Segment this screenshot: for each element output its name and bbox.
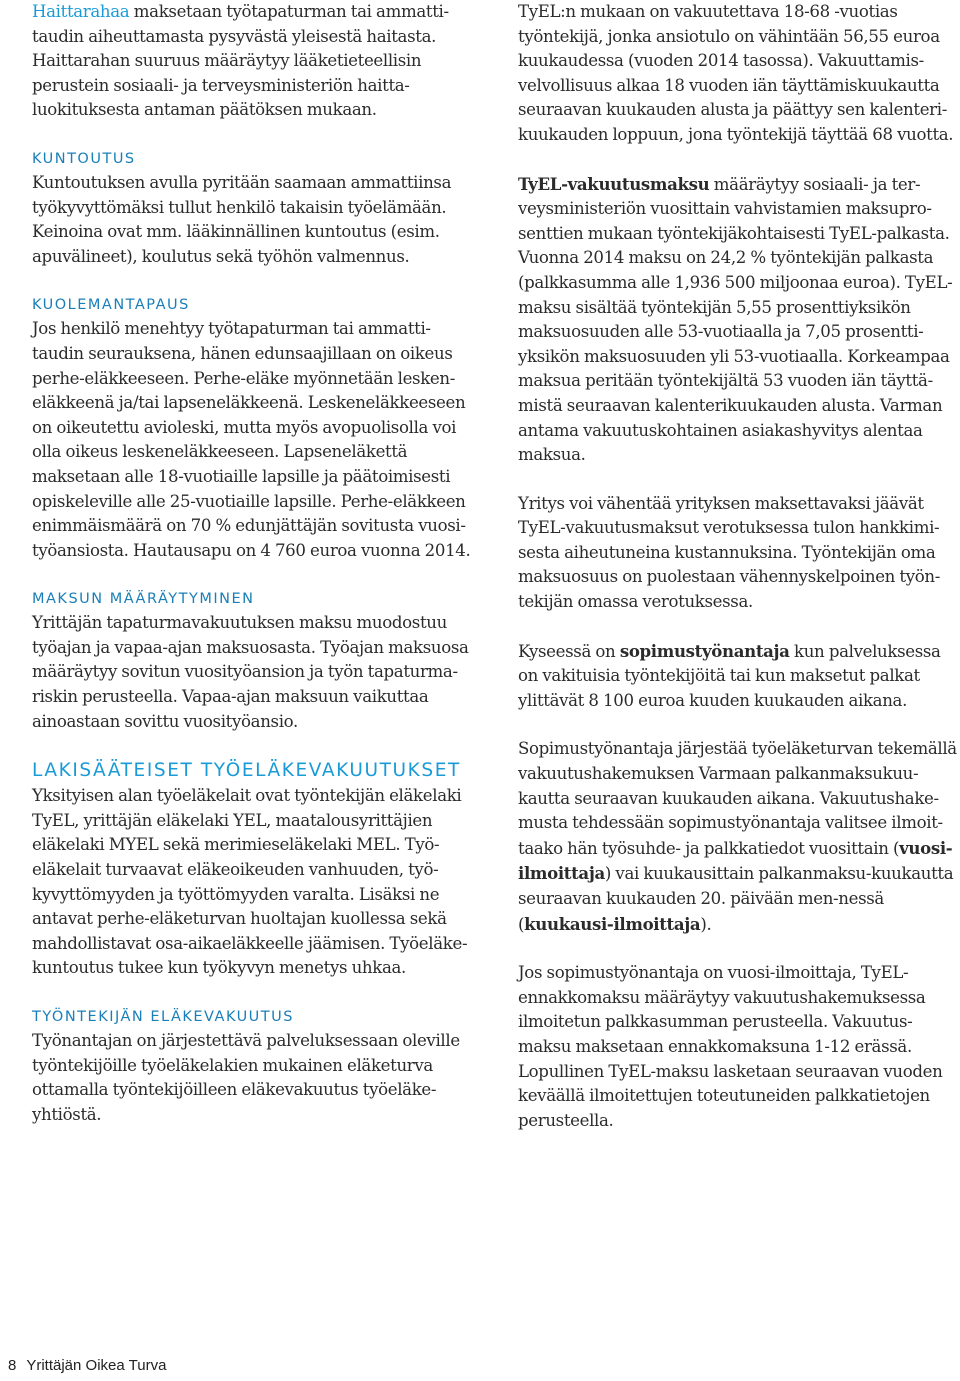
maksun-maaraytyminen-heading: MAKSUN MÄÄRÄYTYMINEN bbox=[32, 591, 255, 608]
kuntoutus-text: Kuntoutuksen avulla pyritään saamaan ammattiinsa työkyvyttömäksi tullut henkilö takaisin työelämään. Keinoina ovat mm. lääkinnällinen kuntoutus (esim. apuvälineet), koulutus sekä työhön valmennus. bbox=[32, 172, 452, 266]
tyel-vakuutusmaksu-paragraph bbox=[518, 172, 958, 468]
haittaraha-highlight: Haittarahaa bbox=[32, 2, 130, 21]
page-number: 8 bbox=[8, 1357, 17, 1374]
left-column bbox=[32, 0, 480, 1127]
maksun-maaraytyminen-text: Yrittäjän tapaturmavakuutuksen maksu muodostuu työajan ja vapaa-ajan maksuosasta. Työajan maksuosa määräytyy sovitun vuosityöansion ja työn tapaturma-riskin perusteella. Vapaa-ajan maksuun vaikuttaa ainoastaan sovittu vuosityöansio. bbox=[32, 613, 469, 731]
kuntoutus-heading: KUNTOUTUS bbox=[32, 150, 136, 167]
tyel-vakuutusmaksu-term: TyEL-vakuutusmaksu bbox=[518, 173, 710, 194]
kuukausi-ilmoittaja-term: kuukausi-ilmoittaja bbox=[524, 913, 701, 934]
lakisaateiset-heading: LAKISÄÄTEISET TYÖELÄKEVAKUUTUKSET bbox=[32, 760, 461, 782]
haittaraha-paragraph bbox=[32, 0, 480, 123]
lakisaateiset-text: Yksityisen alan työeläkelait ovat työntekijän eläkelaki TyEL, yrittäjän eläkelaki YEL, maatalousyrittäjien eläkelaki MYEL sekä merimieseläkelaki MEL. Työ-eläkelait turvaavat eläkeoikeuden vanhuuden, työ-kyvyttömyyden ja työttömyyden varalta. Lisäksi ne antavat perhe-eläketurvan huoltajan kuollessa sekä mahdollistavat osa-aikaeläkkeelle jäämisen. Työeläke-kuntoutus tukee kun työkyvyn menetys uhkaa. bbox=[32, 786, 468, 978]
tyontekijan-elakevakuutus-heading: TYÖNTEKIJÄN ELÄKEVAKUUTUS bbox=[32, 1009, 294, 1025]
right-column bbox=[518, 0, 958, 1133]
sopimustyonantaja-paragraph bbox=[518, 639, 958, 714]
tyel-vakuutusmaksu-text: määräytyy sosiaali- ja ter-veysministeriön vuosittain vahvistamien maksupro-senttien mukaan työntekijäkohtaisesti TyEL-palkasta. Vuonna 2014 maksu on 24,2 % työntekijän palkasta (palkkasumma alle 1,936 500 miljoonaa euroa). TyEL-maksu sisältää työntekijän 5,55 prosenttiyksikön maksuosuuden alle 53-vuotiaalla ja 7,05 prosentti-yksikön maksuosuuden yli 53-vuotiaalla. Korkeampaa maksua peritään työntekijältä 53 vuoden iän täyttä-mistä seuraavan kalenterikuukauden alusta. Varman antama vakuutuskohtainen asiakashyvitys alentaa maksua. bbox=[518, 174, 953, 465]
sopimustyonantaja-text-a: Kyseessä on bbox=[518, 641, 620, 661]
vuosi-ilmoittaja-term: vuosi-ilmoittaja bbox=[518, 837, 953, 884]
kuolemantapaus-heading: KUOLEMANTAPAUS bbox=[32, 297, 190, 314]
sopimustyonantaja-text-b: kun palveluksessa on vakituisia työntekijöitä tai kun maksetut palkat ylittävät 8 100 euroa kuuden kuukauden aikana. bbox=[518, 641, 941, 710]
tyontekijan-elakevakuutus-text: Työnantajan on järjestettävä palveluksessaan oleville työntekijöille työeläkelakien mukainen eläketurva ottamalla työntekijöilleen eläkevakuutus työeläke-yhtiöstä. bbox=[32, 1031, 460, 1124]
elaketurva-text-b: ) vai kuukausittain palkanmaksu-kuukautta seuraavan kuukauden 20. päivään men-nessä ( bbox=[518, 864, 954, 934]
page-footer bbox=[8, 1357, 166, 1374]
publication-title: Yrittäjän Oikea Turva bbox=[26, 1357, 167, 1374]
elaketurva-text-c: ). bbox=[700, 914, 712, 934]
elaketurva-text-a: Sopimustyönantaja järjestää työeläketurvan tekemällä vakuutushakemuksen Varmaan palkanmaksukuu-kautta seuraavan kuukauden aikana. Vakuutushake-musta tehdessään sopimustyönantaja valitsee ilmoit-taako hän työsuhde- ja palkkatiedot vuosittain ( bbox=[518, 739, 957, 858]
tyel-vakuutettava-paragraph: TyEL:n mukaan on vakuutettava 18-68 -vuotias työntekijä, jonka ansiotulo on vähintään 56,55 euroa kuukaudessa (vuoden 2014 tasossa). Vakuuttamis-velvollisuus alkaa 18 vuoden iän täyttämiskuukautta seuraavan kuukauden alusta ja päättyy sen kalenteri-kuukauden loppuun, jona työntekijä täyttää 68 vuotta. bbox=[518, 2, 954, 144]
vuosi-ilmoittaja-paragraph: Jos sopimustyönantaja on vuosi-ilmoittaja, TyEL-ennakkomaksu määräytyy vakuutushakemuksessa ilmoitetun palkkasumman perusteella. Vakuutus-maksu maksetaan ennakkomaksuna 1-12 erässä. Lopullinen TyEL-maksu lasketaan seuraavan vuoden keväällä ilmoitettujen toteutuneiden palkkatietojen perusteella. bbox=[518, 963, 943, 1130]
kuolemantapaus-text: Jos henkilö menehtyy työtapaturman tai ammatti-taudin seurauksena, hänen edunsaajillaan on oikeus perhe-eläkkeeseen. Perhe-eläke myönnetään lesken-eläkkeenä ja/tai lapseneläkkeenä. Leskeneläkkeeseen on oikeutettu avioleski, mutta myös avopuolisolla voi olla oikeus leskeneläkkeeseen. Lapseneläkettä maksetaan alle 18-vuotiaille lapsille ja päätoimisesti opiskeleville alle 25-vuotiaille lapsille. Perhe-eläkkeen enimmäismäärä on 70 % edunjättäjän sovitusta vuosi-työansiosta. Hautausapu on 4 760 euroa vuonna 2014. bbox=[32, 319, 471, 560]
haittaraha-text: maksetaan työtapaturman tai ammatti-taudin aiheuttamasta pysyvästä yleisestä haitasta. Haittarahan suuruus määräytyy lääketieteellisin perustein sosiaali- ja terveysministeriön haitta-luokituksesta antaman päätöksen mukaan. bbox=[32, 2, 449, 120]
sopimustyonantaja-term: sopimustyönantaja bbox=[619, 640, 790, 661]
elaketurva-jarjestaminen-paragraph bbox=[518, 737, 958, 937]
yritys-vahentaa-paragraph: Yritys voi vähentää yrityksen maksettavaksi jäävät TyEL-vakuutusmaksut verotuksessa tulon hankkimi-sesta aiheutuneina kustannuksina. Työntekijän oma maksuosuus on puolestaan vähennyskelpoinen työn-tekijän omassa verotuksessa. bbox=[518, 493, 941, 612]
